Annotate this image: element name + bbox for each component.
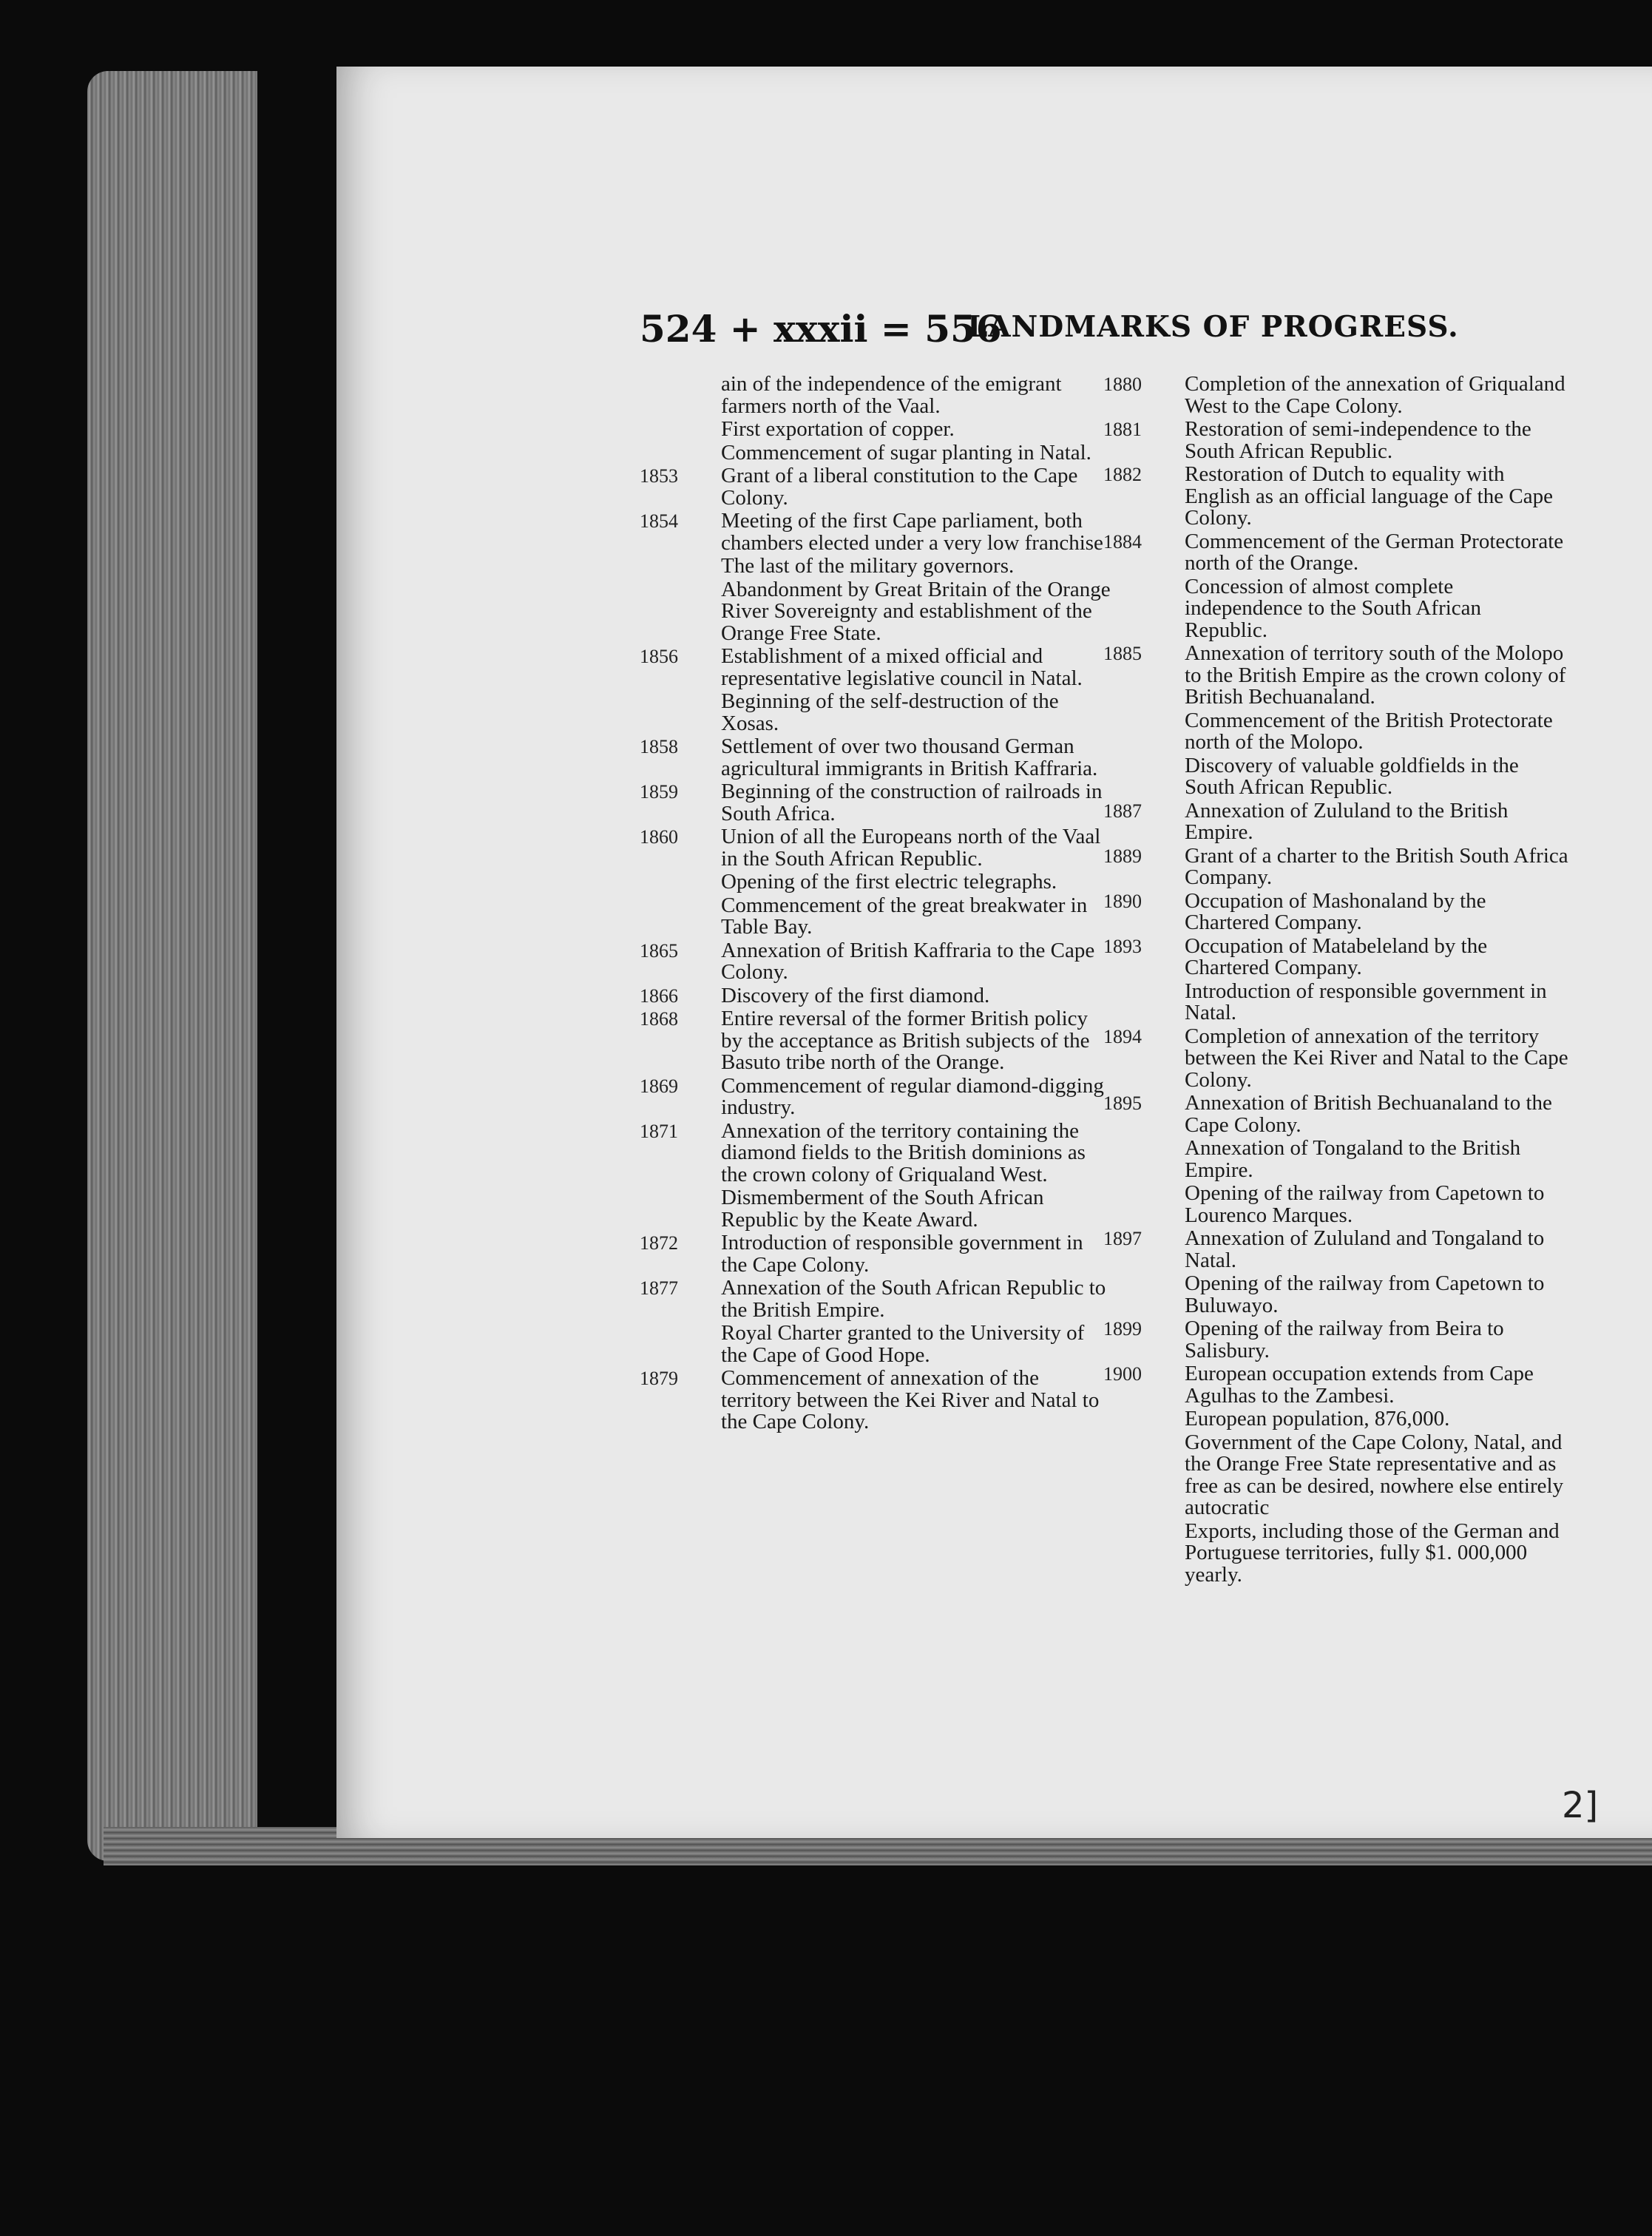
timeline-entry xyxy=(640,465,1113,509)
entry-text: Beginning of the self-destruction of the Xosas. xyxy=(721,689,1059,735)
entry-text: Discovery of the first diamond. xyxy=(721,983,990,1007)
entry-text: Completion of annexation of the territory between the Kei River and Natal to the Cape Colony. xyxy=(1185,1024,1568,1092)
entry-text: Union of all the Europeans north of the Vaal in the South African Republic. xyxy=(721,825,1101,871)
entry-text: Opening of the railway from Capetown to Lourenco Marques. xyxy=(1185,1181,1545,1227)
entry-year: 1872 xyxy=(640,1232,678,1254)
timeline-entry xyxy=(1103,1408,1569,1431)
timeline-entry xyxy=(640,555,1113,578)
entry-text: Beginning of the construction of railroads in South Africa. xyxy=(721,780,1103,825)
timeline-entry xyxy=(1103,1363,1569,1407)
entry-text: Abandonment by Great Britain of the Orange River Sovereignty and establishment of the Orange Free State. xyxy=(721,577,1111,645)
timeline-entry xyxy=(640,736,1113,780)
entry-text: Occupation of Mashonaland by the Chartered Company. xyxy=(1185,888,1486,934)
right-column xyxy=(1103,374,1569,1587)
timeline-entry xyxy=(640,646,1113,689)
timeline-entry xyxy=(640,871,1113,894)
entry-year: 1899 xyxy=(1103,1318,1142,1340)
entry-year: 1887 xyxy=(1103,800,1142,822)
entry-text: ain of the independence of the emigrant farmers north of the Vaal. xyxy=(721,372,1062,418)
entry-year: 1866 xyxy=(640,984,678,1007)
entry-year: 1868 xyxy=(640,1008,678,1030)
entry-text: Annexation of British Kaffraria to the Cape Colony. xyxy=(721,938,1095,984)
entry-year: 1881 xyxy=(1103,419,1142,440)
entry-text: Grant of a charter to the British South Africa Company. xyxy=(1185,843,1568,889)
entry-text: Occupation of Matabeleland by the Chartered Company. xyxy=(1185,933,1488,979)
timeline-entry xyxy=(640,781,1113,825)
entry-year: 1897 xyxy=(1103,1228,1142,1249)
entry-text: Annexation of Zululand to the British Empire. xyxy=(1185,798,1509,844)
entry-text: Commencement of annexation of the territory between the Kei River and Natal to the Cape Colony. xyxy=(721,1366,1100,1433)
entry-year: 1884 xyxy=(1103,530,1142,553)
book-page-edges xyxy=(87,71,257,1861)
entry-text: The last of the military governors. xyxy=(721,554,1015,578)
entry-text: Commencement of the British Protectorate north of the Molopo. xyxy=(1185,708,1553,754)
timeline-entry xyxy=(640,579,1113,645)
entry-text: Commencement of regular diamond-digging industry. xyxy=(721,1073,1104,1119)
timeline-entry xyxy=(1103,933,1569,979)
entry-text: European population, 876,000. xyxy=(1185,1407,1450,1431)
entry-text: First exportation of copper. xyxy=(721,417,955,441)
timeline-entry xyxy=(1103,1273,1569,1317)
entry-year: 1894 xyxy=(1103,1025,1142,1047)
timeline-entry xyxy=(640,510,1113,554)
entry-year: 1854 xyxy=(640,510,678,532)
entry-text: Annexation of British Bechuanaland to the Cape Colony. xyxy=(1185,1091,1552,1137)
page-title: LANDMARKS OF PROGRESS. xyxy=(967,310,1459,344)
entry-text: Opening of the railway from Capetown to Buluwayo. xyxy=(1185,1271,1545,1317)
entry-text: Concession of almost complete independence to the South African Republic. xyxy=(1185,574,1482,642)
timeline-entry xyxy=(640,1118,1113,1186)
timeline-entry xyxy=(1103,1183,1569,1226)
timeline-entry xyxy=(640,940,1113,984)
timeline-entry xyxy=(640,691,1113,734)
timeline-entry xyxy=(1103,1432,1569,1519)
timeline-entry xyxy=(1103,464,1569,530)
entry-text: Introduction of responsible government in the Cape Colony. xyxy=(721,1231,1083,1277)
entry-year: 1853 xyxy=(640,465,678,487)
timeline-entry xyxy=(640,826,1113,870)
timeline-entry xyxy=(640,1368,1113,1433)
timeline-entry xyxy=(640,985,1113,1007)
entry-text: Entire reversal of the former British policy by the acceptance as British subjects of the Basuto tribe north of the Orange. xyxy=(721,1007,1090,1074)
timeline-entry xyxy=(640,442,1113,465)
timeline-entry xyxy=(1103,888,1569,934)
timeline-entry xyxy=(1103,981,1569,1024)
timeline-entry xyxy=(1103,531,1569,575)
entry-text: Royal Charter granted to the University of the Cape of Good Hope. xyxy=(721,1321,1085,1367)
entry-text: Commencement of the German Protectorate north of the Orange. xyxy=(1185,529,1564,575)
timeline-entry xyxy=(1103,419,1569,462)
entry-year: 1880 xyxy=(1103,374,1142,395)
entry-text: Annexation of the territory containing the diamond fields to the British dominions as the crown colony of Griqualand West. xyxy=(721,1118,1086,1186)
entry-year: 1877 xyxy=(640,1277,678,1299)
entry-text: European occupation extends from Cape Agulhas to the Zambesi. xyxy=(1185,1362,1534,1408)
entry-year: 1889 xyxy=(1103,845,1142,867)
entry-year: 1871 xyxy=(640,1120,678,1142)
timeline-entry xyxy=(1103,1138,1569,1181)
timeline-entry xyxy=(1103,1092,1569,1136)
entry-year: 1856 xyxy=(640,646,678,667)
entry-year: 1859 xyxy=(640,781,678,803)
entry-year: 1885 xyxy=(1103,643,1142,664)
entry-text: Completion of the annexation of Griqualand West to the Cape Colony. xyxy=(1185,372,1565,418)
timeline-entry xyxy=(1103,1318,1569,1362)
entry-text: Commencement of the great breakwater in Table Bay. xyxy=(721,893,1088,939)
entry-text: Annexation of the South African Republic to the British Empire. xyxy=(721,1276,1106,1322)
page-number: 524 + xxxii = 556 xyxy=(640,307,1002,351)
entry-year: 1893 xyxy=(1103,935,1142,957)
page-header xyxy=(640,307,1490,351)
left-column xyxy=(640,374,1113,1435)
timeline-entry xyxy=(1103,1228,1569,1271)
timeline-entry xyxy=(1103,1521,1569,1587)
entry-text: Establishment of a mixed official and representative legislative council in Natal. xyxy=(721,644,1083,690)
entry-text: Dismemberment of the South African Republic by the Keate Award. xyxy=(721,1186,1044,1232)
entry-year: 1860 xyxy=(640,826,678,848)
timeline-entry xyxy=(1103,576,1569,642)
entry-year: 1869 xyxy=(640,1075,678,1097)
entry-year: 1890 xyxy=(1103,890,1142,912)
timeline-entry xyxy=(640,1277,1113,1321)
timeline-entry xyxy=(1103,845,1569,889)
timeline-entry xyxy=(640,1323,1113,1366)
entry-year: 1882 xyxy=(1103,464,1142,485)
entry-year: 1895 xyxy=(1103,1092,1142,1114)
entry-text: Restoration of semi-independence to the South African Republic. xyxy=(1185,417,1531,463)
entry-text: Settlement of over two thousand German agricultural immigrants in British Kaffraria. xyxy=(721,734,1098,780)
entry-text: Introduction of responsible government in Natal. xyxy=(1185,979,1547,1024)
timeline-entry xyxy=(1103,643,1569,709)
entry-text: Opening of the railway from Beira to Salisbury. xyxy=(1185,1317,1504,1362)
timeline-entry xyxy=(1103,755,1569,799)
timeline-entry xyxy=(640,419,1113,441)
entry-text: Government of the Cape Colony, Natal, and the Orange Free State representative and as free as can be desired, nowhere else entirely autocratic xyxy=(1185,1430,1564,1519)
entry-text: Grant of a liberal constitution to the Cape Colony. xyxy=(721,464,1078,510)
timeline-entry xyxy=(1103,374,1569,417)
entry-text: Discovery of valuable goldfields in the South African Republic. xyxy=(1185,753,1519,799)
timeline-entry xyxy=(1103,710,1569,754)
timeline-entry xyxy=(1103,800,1569,844)
entry-text: Annexation of Zululand and Tongaland to Natal. xyxy=(1185,1226,1545,1272)
entry-text: Annexation of territory south of the Molopo to the British Empire as the crown colony of British Bechuanaland. xyxy=(1185,641,1566,709)
entry-year: 1900 xyxy=(1103,1363,1142,1385)
entry-text: Restoration of Dutch to equality with English as an official language of the Cape Colony. xyxy=(1185,462,1553,530)
entry-text: Meeting of the first Cape parliament, both chambers elected under a very low franchise xyxy=(721,509,1103,555)
timeline-entry xyxy=(1103,1026,1569,1092)
handwritten-page-mark: 2] xyxy=(1562,1785,1599,1826)
entry-text: Exports, including those of the German and Portuguese territories, fully $1. 000,000 yearly. xyxy=(1185,1519,1560,1587)
entry-year: 1865 xyxy=(640,939,678,962)
entry-year: 1858 xyxy=(640,736,678,757)
timeline-entry xyxy=(640,1075,1113,1119)
timeline-entry xyxy=(640,895,1113,939)
entry-year: 1879 xyxy=(640,1368,678,1389)
timeline-entry xyxy=(640,1232,1113,1276)
entry-text: Annexation of Tongaland to the British Empire. xyxy=(1185,1136,1521,1182)
timeline-entry xyxy=(640,1008,1113,1074)
entry-text: Opening of the first electric telegraphs. xyxy=(721,870,1057,894)
timeline-entry xyxy=(640,1187,1113,1231)
timeline-entry xyxy=(640,374,1113,417)
entry-text: Commencement of sugar planting in Natal. xyxy=(721,440,1091,465)
